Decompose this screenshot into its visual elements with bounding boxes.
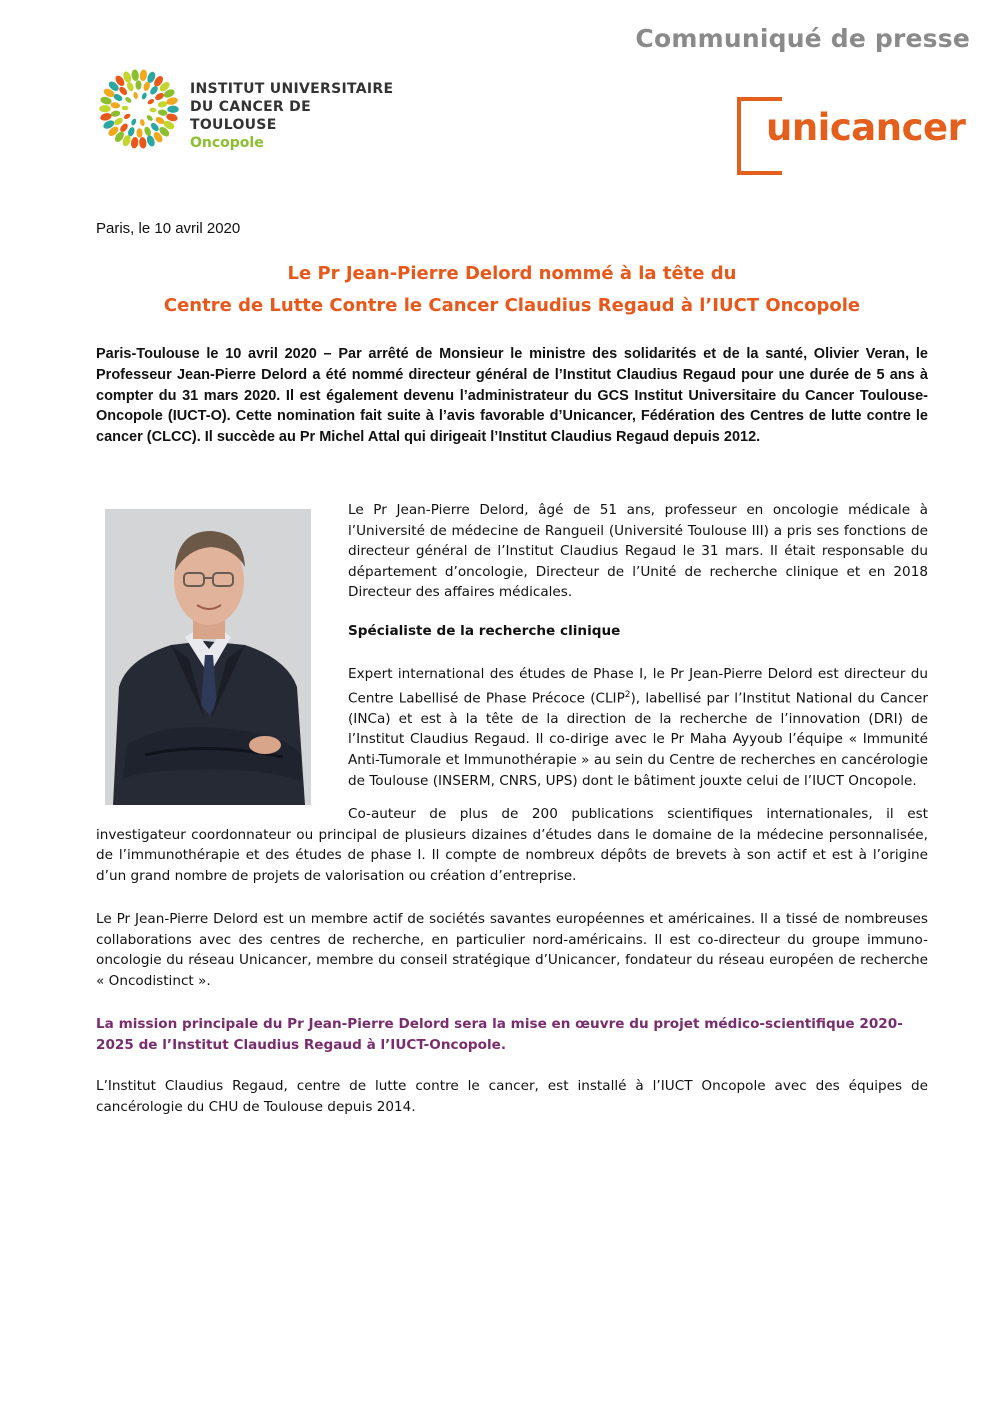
sunburst-dot <box>123 113 131 120</box>
lead-paragraph: Paris-Toulouse le 10 avril 2020 – Par arrêté de Monsieur le ministre des solidarités et de la santé, Olivier Veran, le Professeur Jean-Pierre Delord a été nommé directeur général de l’Institut Claudius Regaud pour une durée de 5 ans à compter du 31 mars 2020. Il est également devenu l’administrateur du GCS Institut Universitaire du Cancer Toulouse-Oncopole (IUCT-O). Cette nomination fait suite à l’avis favorable d’Unicancer, Fédération des Centres de lutte contre le cancer (CLCC). Il succède au Pr Michel Attal qui dirigeait l’Institut Claudius Regaud depuis 2012. <box>96 346 928 446</box>
sunburst-dot <box>136 128 142 138</box>
paragraph-expertise-part1: Expert international des études de Phase I, le Pr Jean-Pierre Delord est directeur du Centre Labellisé de Phase Précoce (CLIP <box>348 666 928 707</box>
date-line: Paris, le 10 avril 2020 <box>96 220 241 237</box>
sunburst-dot <box>167 106 179 113</box>
iuct-logo-line2: DU CANCER DE TOULOUSE <box>190 99 311 133</box>
sunburst-dot <box>166 96 179 106</box>
sunburst-icon <box>98 68 180 150</box>
sunburst-dot <box>139 137 147 149</box>
paragraph-bio: Le Pr Jean-Pierre Delord, âgé de 51 ans, professeur en oncologie médicale à l’Université de médecine de Rangueil (Université Toulouse III) a pris ses fonctions de directeur général de l’Institut Claudius Regaud le 31 mars. Il était responsable du département d’oncologie, Directeur de l’Unité de recherche clinique et en 2018 Directeur des affaires médicales. <box>348 502 928 601</box>
sunburst-dot <box>165 112 178 122</box>
sunburst-dot <box>130 118 137 126</box>
sunburst-dot <box>154 91 165 101</box>
paragraph-expertise <box>348 664 928 791</box>
sunburst-dot <box>130 137 139 149</box>
sunburst-dot <box>149 108 156 113</box>
portrait-photo <box>105 509 311 805</box>
sunburst-dot <box>121 106 128 111</box>
paragraph-expertise-part2: ), labellisé par l’Institut National du Cancer (INCa) et est à la tête de la direction de la recherche de l’innovation (DRI) de l’Institut Claudius Regaud. Il co-dirige avec le Pr Maha Ayyoub l’équipe « Immunité Anti-Tumorale et Immunothérapie » au sein du Centre de recherches en cancérologie de Toulouse (INSERM, CNRS, UPS) dont le bâtiment jouxte celui de l’IUCT Oncopole. <box>348 690 928 789</box>
unicancer-logo <box>736 96 966 176</box>
sunburst-dot <box>110 102 120 109</box>
headline <box>96 258 928 322</box>
sunburst-dot <box>143 126 152 137</box>
sunburst-dot <box>141 92 148 100</box>
iuct-oncopole-logo <box>98 68 398 150</box>
subheading-clinical-research: Spécialiste de la recherche clinique <box>348 623 621 639</box>
sunburst-dot <box>100 96 113 106</box>
headline-line2: Centre de Lutte Contre le Cancer Claudius Regaud à l’IUCT Oncopole <box>163 295 861 316</box>
sunburst-dot <box>158 109 168 116</box>
sunburst-dot <box>113 116 124 126</box>
iuct-logo-line3: Oncopole <box>190 135 264 151</box>
sunburst-dot <box>139 119 145 127</box>
sunburst-dot <box>135 80 141 90</box>
sunburst-dot <box>139 69 148 81</box>
sunburst-dot <box>157 100 168 108</box>
headline-line1: Le Pr Jean-Pierre Delord nommé à la tête du <box>287 263 737 284</box>
paragraph-publications: Co-auteur de plus de 200 publications scientifiques internationales, il est investigateur coordonnateur ou principal de plusieurs dizaines d’études dans le domaine de la médecine personnalisée, de l’immunothérapie et des études de phase I. Il compte de nombreux dépôts de brevets à son actif et est à l’origine d’un grand nombre de projets de valorisation ou création d’entreprise. <box>96 806 928 884</box>
unicancer-wordmark: unicancer <box>766 106 966 149</box>
sunburst-dot <box>133 91 139 99</box>
sunburst-dot <box>124 96 132 104</box>
person-portrait-icon <box>105 509 311 805</box>
sunburst-dot <box>131 69 139 81</box>
paragraph-societies: Le Pr Jean-Pierre Delord est un membre actif de sociétés savantes européennes et américaines. Il a tissé de nombreuses collaborations avec des centres de recherche, en particulier nord-américains. Il est co-directeur du groupe immuno-oncologie du réseau Unicancer, membre du conseil stratégique d’Unicancer, fondateur du réseau européen de recherche « Oncodistinct ». <box>96 911 928 989</box>
sunburst-dot <box>110 110 121 118</box>
footnote-marker: 2 <box>624 689 631 700</box>
sunburst-dot <box>126 81 135 92</box>
sunburst-dot <box>99 105 111 112</box>
press-release-label: Communiqué de presse <box>635 24 970 53</box>
sunburst-dot <box>99 112 112 122</box>
iuct-logo-line1: INSTITUT UNIVERSITAIRE <box>190 81 394 97</box>
mission-statement: La mission principale du Pr Jean-Pierre Delord sera la mise en œuvre du projet médico-scientifique 2020-2025 de l’Institut Claudius Regaud à l’IUCT-Oncopole. <box>96 1016 903 1053</box>
sunburst-dot <box>147 98 155 105</box>
paragraph-institute: L’Institut Claudius Regaud, centre de lutte contre le cancer, est installé à l’IUCT Oncopole avec des équipes de cancérologie du CHU de Toulouse depuis 2014. <box>96 1078 928 1115</box>
sunburst-dot <box>146 114 154 122</box>
